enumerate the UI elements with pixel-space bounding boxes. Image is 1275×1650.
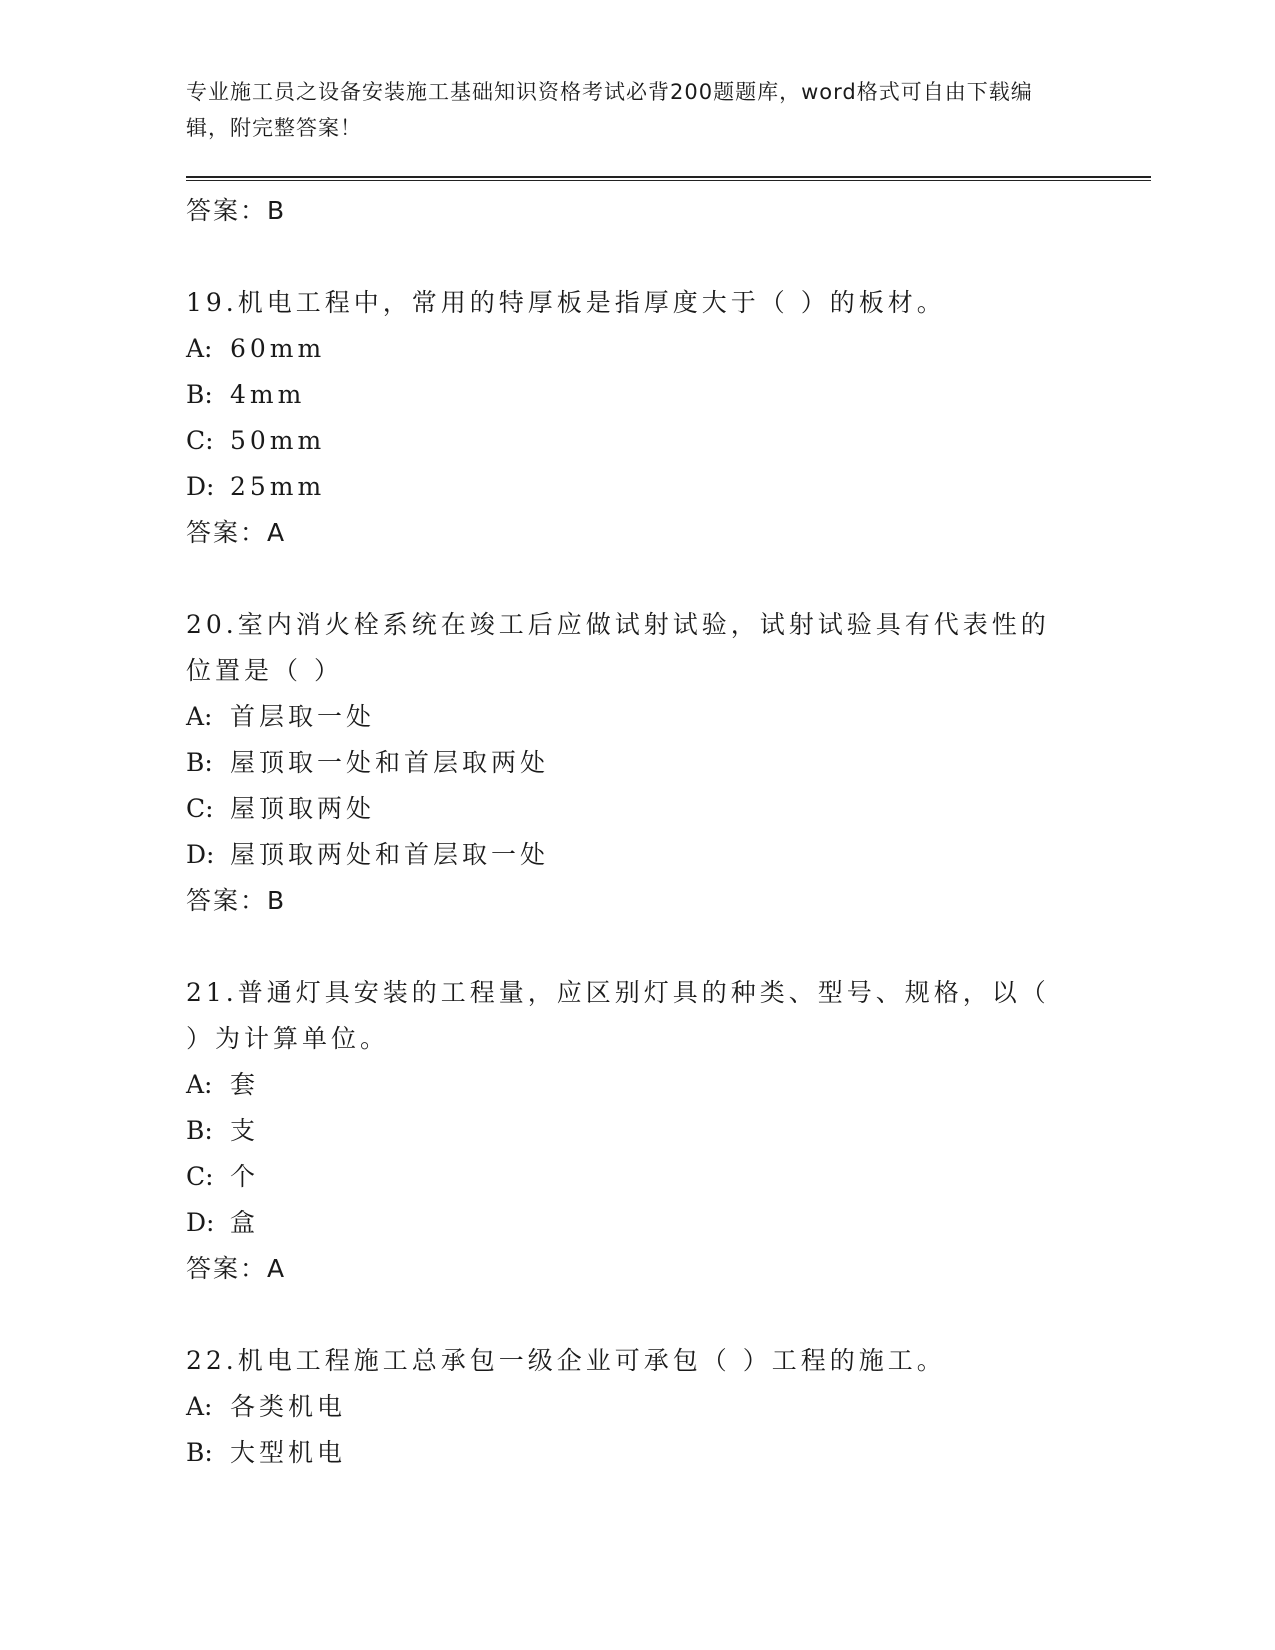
option-letter: B: bbox=[186, 1438, 213, 1467]
answer-line: 答案：B bbox=[186, 886, 287, 915]
option-letter: B: bbox=[186, 380, 213, 409]
option-d bbox=[186, 1200, 1086, 1246]
option-letter: A: bbox=[186, 702, 213, 731]
spacer bbox=[186, 1292, 1086, 1338]
question-block bbox=[186, 1338, 1086, 1476]
option-letter: A: bbox=[186, 334, 213, 363]
option-letter: A: bbox=[186, 1070, 213, 1099]
option-letter: B: bbox=[186, 748, 213, 777]
option-text: 大型机电 bbox=[230, 1438, 347, 1467]
option-text: 个 bbox=[230, 1162, 260, 1191]
header-divider bbox=[186, 176, 1151, 181]
document-header: 专业施工员之设备安装施工基础知识资格考试必背200题题库，word格式可自由下载编辑，附完整答案！ bbox=[186, 80, 1033, 140]
answer-line: 答案：A bbox=[186, 518, 287, 547]
option-a bbox=[186, 694, 1086, 740]
question-list bbox=[186, 188, 1086, 1476]
option-letter: D: bbox=[186, 1208, 215, 1237]
option-letter: B: bbox=[186, 1116, 213, 1145]
option-letter: A: bbox=[186, 1392, 213, 1421]
question-block bbox=[186, 280, 1086, 556]
spacer bbox=[186, 924, 1086, 970]
question-text: 22.机电工程施工总承包一级企业可承包（ ）工程的施工。 bbox=[186, 1346, 946, 1375]
option-d bbox=[186, 832, 1086, 878]
option-d bbox=[186, 464, 1086, 510]
option-a bbox=[186, 1062, 1086, 1108]
option-text: 套 bbox=[230, 1070, 260, 1099]
option-text: 25mm bbox=[230, 472, 326, 501]
option-c bbox=[186, 786, 1086, 832]
option-a bbox=[186, 1384, 1086, 1430]
option-text: 各类机电 bbox=[230, 1392, 347, 1421]
option-c bbox=[186, 418, 1086, 464]
option-letter: C: bbox=[186, 794, 214, 823]
answer-line: 答案：A bbox=[186, 1254, 287, 1283]
document-page bbox=[186, 0, 1146, 1650]
option-letter: D: bbox=[186, 472, 215, 501]
option-text: 屋顶取两处 bbox=[230, 794, 376, 823]
option-b bbox=[186, 372, 1086, 418]
option-b bbox=[186, 1430, 1086, 1476]
option-text: 60mm bbox=[230, 334, 326, 363]
question-text: 21.普通灯具安装的工程量，应区别灯具的种类、型号、规格，以（ ）为计算单位。 bbox=[186, 978, 1050, 1053]
option-letter: C: bbox=[186, 426, 214, 455]
option-text: 50mm bbox=[230, 426, 326, 455]
option-text: 4mm bbox=[230, 380, 306, 409]
option-text: 首层取一处 bbox=[230, 702, 376, 731]
option-text: 屋顶取一处和首层取两处 bbox=[230, 748, 550, 777]
option-b bbox=[186, 1108, 1086, 1154]
option-a bbox=[186, 326, 1086, 372]
question-block bbox=[186, 970, 1086, 1292]
question-block bbox=[186, 602, 1086, 924]
option-letter: C: bbox=[186, 1162, 214, 1191]
spacer bbox=[186, 234, 1086, 280]
option-b bbox=[186, 740, 1086, 786]
option-letter: D: bbox=[186, 840, 215, 869]
option-text: 支 bbox=[230, 1116, 260, 1145]
question-text: 19.机电工程中，常用的特厚板是指厚度大于（ ）的板材。 bbox=[186, 288, 946, 317]
option-text: 盒 bbox=[230, 1208, 260, 1237]
option-c bbox=[186, 1154, 1086, 1200]
spacer bbox=[186, 556, 1086, 602]
question-text: 20.室内消火栓系统在竣工后应做试射试验，试射试验具有代表性的位置是（ ） bbox=[186, 610, 1050, 685]
option-text: 屋顶取两处和首层取一处 bbox=[230, 840, 550, 869]
answer-line: 答案：B bbox=[186, 196, 287, 225]
